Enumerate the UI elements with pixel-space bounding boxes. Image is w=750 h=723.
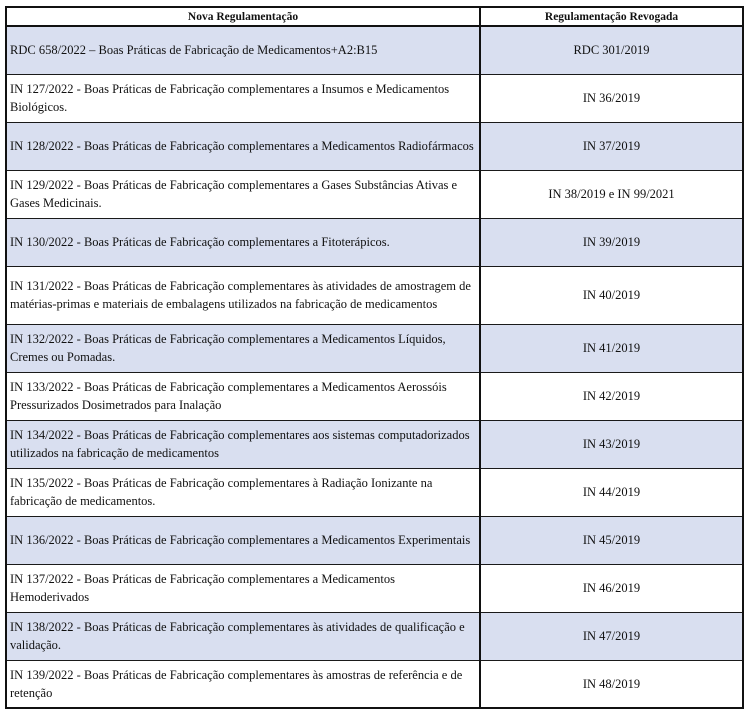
cell-revogada: IN 43/2019 xyxy=(480,420,743,468)
cell-revogada: IN 44/2019 xyxy=(480,468,743,516)
table-row xyxy=(6,372,743,420)
cell-nova: IN 129/2022 - Boas Práticas de Fabricação complementares a Gases Substâncias Ativas e Gases Medicinais. xyxy=(6,170,480,218)
table-row xyxy=(6,266,743,324)
table-row xyxy=(6,420,743,468)
cell-revogada: IN 46/2019 xyxy=(480,564,743,612)
header-row xyxy=(6,7,743,26)
table-row xyxy=(6,122,743,170)
cell-revogada: IN 38/2019 e IN 99/2021 xyxy=(480,170,743,218)
table-row xyxy=(6,564,743,612)
cell-nova: IN 127/2022 - Boas Práticas de Fabricação complementares a Insumos e Medicamentos Biológicos. xyxy=(6,74,480,122)
cell-revogada: IN 37/2019 xyxy=(480,122,743,170)
cell-revogada: IN 48/2019 xyxy=(480,660,743,708)
cell-revogada: IN 45/2019 xyxy=(480,516,743,564)
cell-nova: IN 134/2022 - Boas Práticas de Fabricação complementares aos sistemas computadorizados utilizados na fabricação de medicamentos xyxy=(6,420,480,468)
cell-nova: RDC 658/2022 – Boas Práticas de Fabricação de Medicamentos+A2:B15 xyxy=(6,26,480,74)
cell-revogada: IN 36/2019 xyxy=(480,74,743,122)
table-row xyxy=(6,516,743,564)
table-row xyxy=(6,468,743,516)
column-header-nova: Nova Regulamentação xyxy=(6,7,480,26)
regulation-table xyxy=(5,6,744,709)
cell-nova: IN 138/2022 - Boas Práticas de Fabricação complementares às atividades de qualificação e validação. xyxy=(6,612,480,660)
cell-nova: IN 136/2022 - Boas Práticas de Fabricação complementares a Medicamentos Experimentais xyxy=(6,516,480,564)
cell-nova: IN 128/2022 - Boas Práticas de Fabricação complementares a Medicamentos Radiofármacos xyxy=(6,122,480,170)
table-row xyxy=(6,74,743,122)
column-header-revogada: Regulamentação Revogada xyxy=(480,7,743,26)
cell-revogada: IN 40/2019 xyxy=(480,266,743,324)
cell-nova: IN 137/2022 - Boas Práticas de Fabricação complementares a Medicamentos Hemoderivados xyxy=(6,564,480,612)
table-row xyxy=(6,660,743,708)
cell-revogada: RDC 301/2019 xyxy=(480,26,743,74)
cell-revogada: IN 39/2019 xyxy=(480,218,743,266)
cell-nova: IN 131/2022 - Boas Práticas de Fabricação complementares às atividades de amostragem de matérias-primas e materiais de embalagens utilizados na fabricação de medicamentos xyxy=(6,266,480,324)
table-row xyxy=(6,170,743,218)
table-row xyxy=(6,218,743,266)
table-row xyxy=(6,612,743,660)
cell-revogada: IN 42/2019 xyxy=(480,372,743,420)
table-row xyxy=(6,26,743,74)
cell-revogada: IN 41/2019 xyxy=(480,324,743,372)
table-row xyxy=(6,324,743,372)
cell-nova: IN 135/2022 - Boas Práticas de Fabricação complementares à Radiação Ionizante na fabricação de medicamentos. xyxy=(6,468,480,516)
cell-nova: IN 139/2022 - Boas Práticas de Fabricação complementares às amostras de referência e de retenção xyxy=(6,660,480,708)
cell-revogada: IN 47/2019 xyxy=(480,612,743,660)
cell-nova: IN 133/2022 - Boas Práticas de Fabricação complementares a Medicamentos Aerossóis Pressurizados Dosimetrados para Inalação xyxy=(6,372,480,420)
cell-nova: IN 130/2022 - Boas Práticas de Fabricação complementares a Fitoterápicos. xyxy=(6,218,480,266)
cell-nova: IN 132/2022 - Boas Práticas de Fabricação complementares a Medicamentos Líquidos, Cremes ou Pomadas. xyxy=(6,324,480,372)
